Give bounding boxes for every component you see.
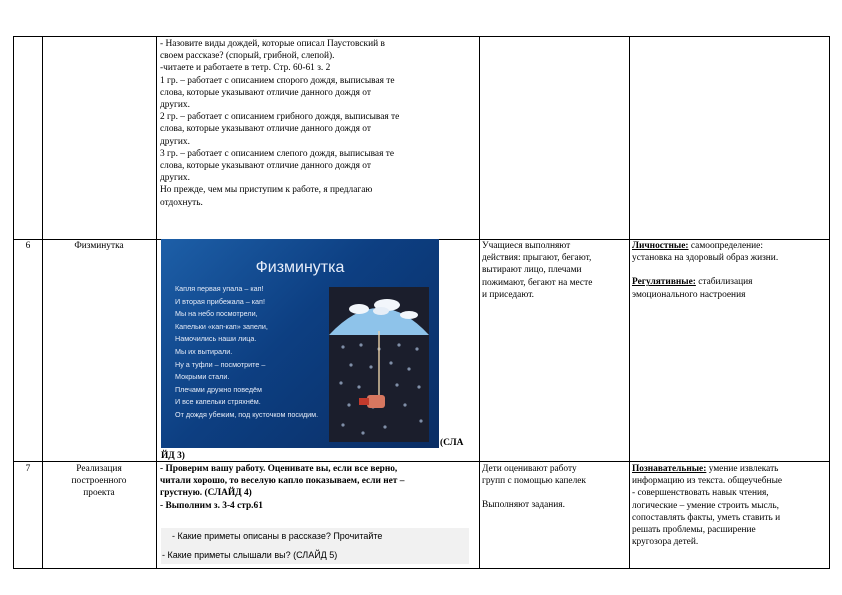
uud-text: кругозора детей. [632, 537, 699, 548]
uud-personal [632, 240, 830, 252]
uud-text: логические – умение строить мысль, [632, 500, 779, 511]
umbrella-rain-illustration [329, 287, 429, 442]
uud-text: установка на здоровый образ жизни. [632, 253, 779, 264]
uud-text: умение извлекать [706, 464, 779, 474]
slide-poem [175, 283, 355, 422]
text-line: читали хорошо, то веселую капло показываем, если нет – [160, 476, 405, 487]
text-line: Но прежде, чем мы приступим к работе, я предлагаю [160, 185, 373, 196]
stage-name: Физминутка [74, 241, 124, 251]
text-line: и приседают. [482, 289, 534, 300]
column-divider [156, 37, 157, 568]
poem-line: От дождя убежим, под кусточком посидим. [175, 409, 319, 419]
uud-label: Регулятивные: [632, 277, 696, 288]
uud-text: - совершенствовать навык чтения, [632, 488, 769, 499]
text-line: 3 гр. – работает с описанием слепого дождя, выписывая те [160, 148, 394, 159]
text-line: - Выполним з. 3-4 стр.61 [160, 500, 263, 511]
text-line: своем рассказе? (спорый, грибной, слепой). [160, 51, 335, 62]
text-line: - Проверим вашу работу. Оценивате вы, если все верно, [160, 464, 398, 474]
uud-text: стабилизация [695, 277, 753, 288]
poem-line: Мы их вытирали. [175, 346, 233, 356]
text-line: проекта [83, 488, 115, 499]
text-line [482, 487, 627, 499]
poem-line: Капля первая упала – кап! [175, 284, 264, 293]
slide-title: Физминутка [255, 259, 345, 276]
text-line: 1 гр. – работает с описанием спорого дождя, выписывая те [160, 75, 395, 86]
uud-cognitive [632, 463, 830, 475]
text-line: других. [160, 173, 190, 184]
text-line: построенного [71, 476, 127, 487]
uud-text: эмоционального настроения [632, 289, 746, 300]
text-line: вытирают лицо, плечами [482, 265, 582, 276]
column-divider [479, 37, 480, 568]
text-line: слова, которые указывают отличие данного дождя от [160, 161, 371, 172]
slide-caption-end: (СЛА [440, 438, 464, 448]
poem-line: И вторая прибежала – кап! [175, 296, 265, 306]
poem-line: И все капельки стряхнём. [175, 397, 261, 407]
row-number: 7 [25, 464, 31, 474]
row6-students-activity [482, 240, 627, 301]
text-line: -читаете и работаете в тетр. Стр. 60-61 з. 2 [160, 63, 331, 74]
text-line: слова, которые указывают отличие данного дождя от [160, 87, 371, 98]
uud-label: Личностные: [632, 241, 689, 251]
uud-text: сопоставлять факты, уметь ставить и [632, 512, 781, 523]
text-line: Реализация [76, 464, 122, 474]
text-line: слова, которые указывают отличие данного дождя от [160, 124, 371, 135]
row6-uud [632, 240, 830, 301]
text-line: других. [160, 136, 190, 147]
stage-name [42, 463, 156, 500]
text-line: отдохнуть. [160, 197, 203, 208]
poem-line: Мы на небо посмотрели, [175, 309, 258, 319]
column-divider [629, 37, 630, 568]
text-line: - Назовите виды дождей, которые описал Паустовский в [160, 39, 385, 49]
poem-line: Намочились наши лица. [175, 334, 257, 344]
uud-text: информацию из текста. общеучебные [632, 476, 783, 487]
text-line: Выполняют задания. [482, 500, 565, 511]
uud-regulative [632, 276, 830, 288]
poem-line: Ну а туфли – посмотрите – [175, 359, 266, 369]
question-1: - Какие приметы описаны в рассказе? Прочитайте [172, 531, 383, 541]
row-number: 6 [25, 241, 31, 251]
row7-teacher-text [160, 463, 470, 512]
poem-line: Плечами дружно поведём [175, 384, 262, 394]
text-line: пожимают, бегают на месте [482, 277, 593, 288]
text-line: Учащиеся выполняют [482, 241, 571, 251]
slide-caption-start: ЙД 3) [161, 451, 185, 461]
text-line: групп с помощью капелек [482, 476, 586, 487]
row7-uud [632, 463, 830, 548]
text-line: Дети оценивают работу [482, 464, 577, 474]
text-line: грустную. (СЛАЙД 4) [160, 488, 252, 499]
slide-image [161, 239, 439, 448]
uud-text: решать проблемы, расширение [632, 525, 756, 536]
poem-line: Капельки «кап-кап» запели, [175, 321, 268, 331]
row7-students-activity [482, 463, 627, 512]
text-line: других. [160, 100, 190, 111]
text-line: действия: прыгают, бегают, [482, 253, 592, 264]
question-2: - Какие приметы слышали вы? (СЛАЙД 5) [162, 550, 338, 560]
uud-label: Познавательные: [632, 464, 707, 474]
poem-line: Мокрыми стали. [175, 372, 230, 382]
row-top-teacher-text [160, 38, 470, 209]
text-line: 2 гр. – работает с описанием грибного дождя, выписывая те [160, 112, 400, 123]
uud-text: самоопределение: [688, 241, 763, 251]
row-divider [14, 461, 829, 462]
